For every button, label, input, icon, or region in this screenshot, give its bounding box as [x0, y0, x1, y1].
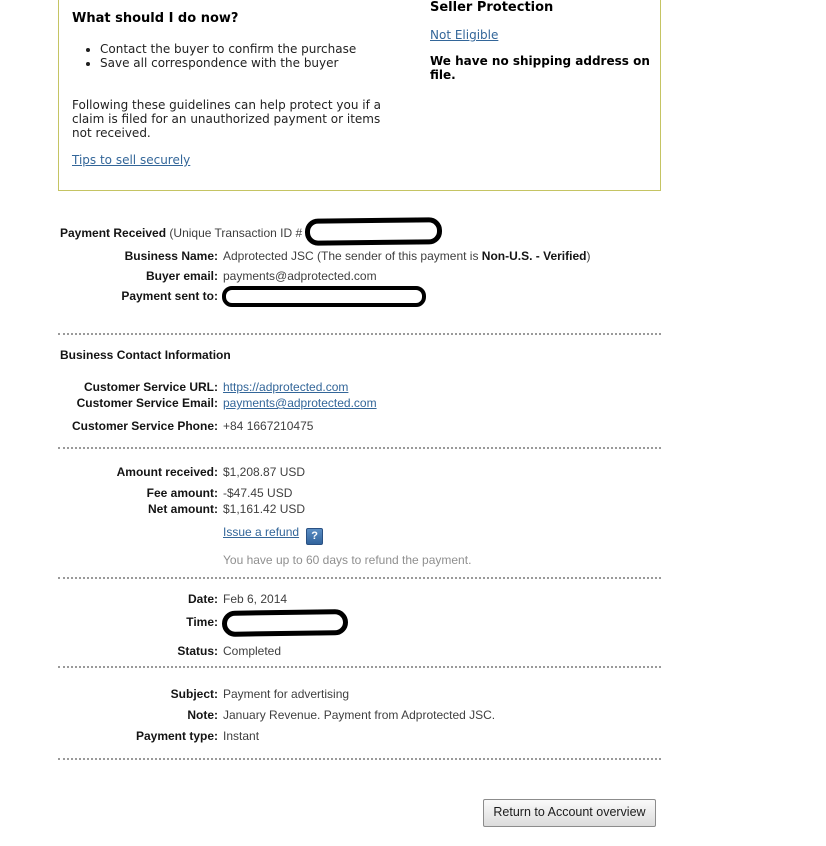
- tips-to-sell-securely-link[interactable]: Tips to sell securely: [72, 153, 191, 167]
- customer-service-phone-row: [58, 419, 377, 434]
- fee-amount-row: [58, 486, 471, 501]
- customer-service-phone-value: +84 1667210475: [223, 419, 314, 433]
- net-amount-label: Net amount:: [148, 502, 218, 516]
- payment-type-row: [58, 729, 495, 744]
- divider: [58, 666, 661, 668]
- buyer-email-label: Buyer email:: [145, 269, 218, 283]
- transaction-id-redaction: [305, 217, 442, 245]
- guidance-bullet: • Contact the buyer to confirm the purchase: [100, 42, 402, 56]
- date-label: Date:: [187, 592, 218, 606]
- issue-refund-line: [223, 525, 471, 545]
- amount-received-label: Amount received:: [116, 465, 218, 479]
- transaction-info-section: [58, 592, 348, 664]
- customer-service-phone-label: Customer Service Phone:: [71, 419, 218, 433]
- payment-sent-to-redaction: [222, 286, 426, 307]
- seller-protection-heading: Seller Protection: [430, 0, 554, 15]
- status-value: Completed: [223, 644, 282, 658]
- customer-service-email-row: [58, 396, 377, 411]
- guidance-bullet-list: [72, 42, 402, 70]
- payment-received-label: Payment Received: [60, 226, 167, 240]
- divider: [58, 758, 661, 760]
- business-name-value: Adprotected JSC (The sender of this payment is Non-U.S. - Verified): [223, 249, 591, 263]
- help-icon[interactable]: ?: [306, 528, 323, 545]
- refund-note: You have up to 60 days to refund the payment.: [223, 553, 472, 567]
- status-label: Status:: [177, 644, 218, 658]
- customer-service-url-label: Customer Service URL:: [83, 380, 218, 394]
- divider: [58, 333, 661, 335]
- amounts-section: [58, 465, 471, 567]
- payment-details-section: [58, 687, 495, 749]
- divider: [58, 577, 661, 579]
- note-label: Note:: [187, 708, 218, 722]
- buyer-email-value: payments@adprotected.com: [223, 269, 377, 283]
- note-value: January Revenue. Payment from Adprotected JSC.: [223, 708, 496, 722]
- payment-type-value: Instant: [223, 729, 260, 743]
- transaction-id-label: (Unique Transaction ID #: [169, 226, 303, 240]
- net-amount-value: $1,161.42 USD: [223, 502, 306, 516]
- customer-service-url-row: [58, 380, 377, 395]
- note-row: [58, 708, 495, 723]
- net-amount-row: [58, 502, 471, 517]
- payment-sent-to-label: Payment sent to:: [121, 289, 218, 303]
- customer-service-email-link[interactable]: payments@adprotected.com: [223, 396, 377, 410]
- payment-type-label: Payment type:: [135, 729, 218, 743]
- seller-protection-box: [58, 0, 661, 191]
- buyer-email-row: [58, 269, 590, 284]
- guidance-bullet: • Save all correspondence with the buyer: [100, 56, 402, 70]
- payment-received-title: [60, 218, 442, 245]
- return-to-account-overview-button[interactable]: Return to Account overview: [483, 799, 656, 827]
- guidance-heading: What should I do now?: [72, 11, 239, 26]
- business-contact-heading: Business Contact Information: [60, 348, 231, 362]
- divider: [58, 447, 661, 449]
- time-label: Time:: [186, 615, 218, 629]
- amount-received-row: [58, 465, 471, 480]
- subject-value: Payment for advertising: [223, 687, 350, 701]
- contact-info-section: [58, 380, 377, 439]
- fee-amount-label: Fee amount:: [146, 486, 218, 500]
- payer-details-section: [58, 249, 590, 312]
- customer-service-url-link[interactable]: https://adprotected.com: [223, 380, 349, 394]
- fee-amount-value: -$47.45 USD: [223, 486, 293, 500]
- time-row: [58, 615, 348, 636]
- time-redaction: [222, 609, 348, 637]
- shipping-address-note: We have no shipping address on file.: [430, 54, 650, 82]
- payment-sent-to-row: [58, 289, 590, 307]
- not-eligible-link[interactable]: Not Eligible: [430, 28, 499, 42]
- issue-refund-link[interactable]: Issue a refund: [223, 525, 300, 539]
- customer-service-email-label: Customer Service Email:: [76, 396, 218, 410]
- business-name-row: [58, 249, 590, 264]
- amount-received-value: $1,208.87 USD: [223, 465, 306, 479]
- status-row: [58, 644, 348, 659]
- business-name-label: Business Name:: [124, 249, 218, 263]
- subject-row: [58, 687, 495, 702]
- date-row: [58, 592, 348, 607]
- guidance-paragraph: Following these guidelines can help protect you if a claim is filed for an unauthorized payment or items not received.: [72, 98, 381, 140]
- date-value: Feb 6, 2014: [223, 592, 288, 606]
- subject-label: Subject:: [170, 687, 218, 701]
